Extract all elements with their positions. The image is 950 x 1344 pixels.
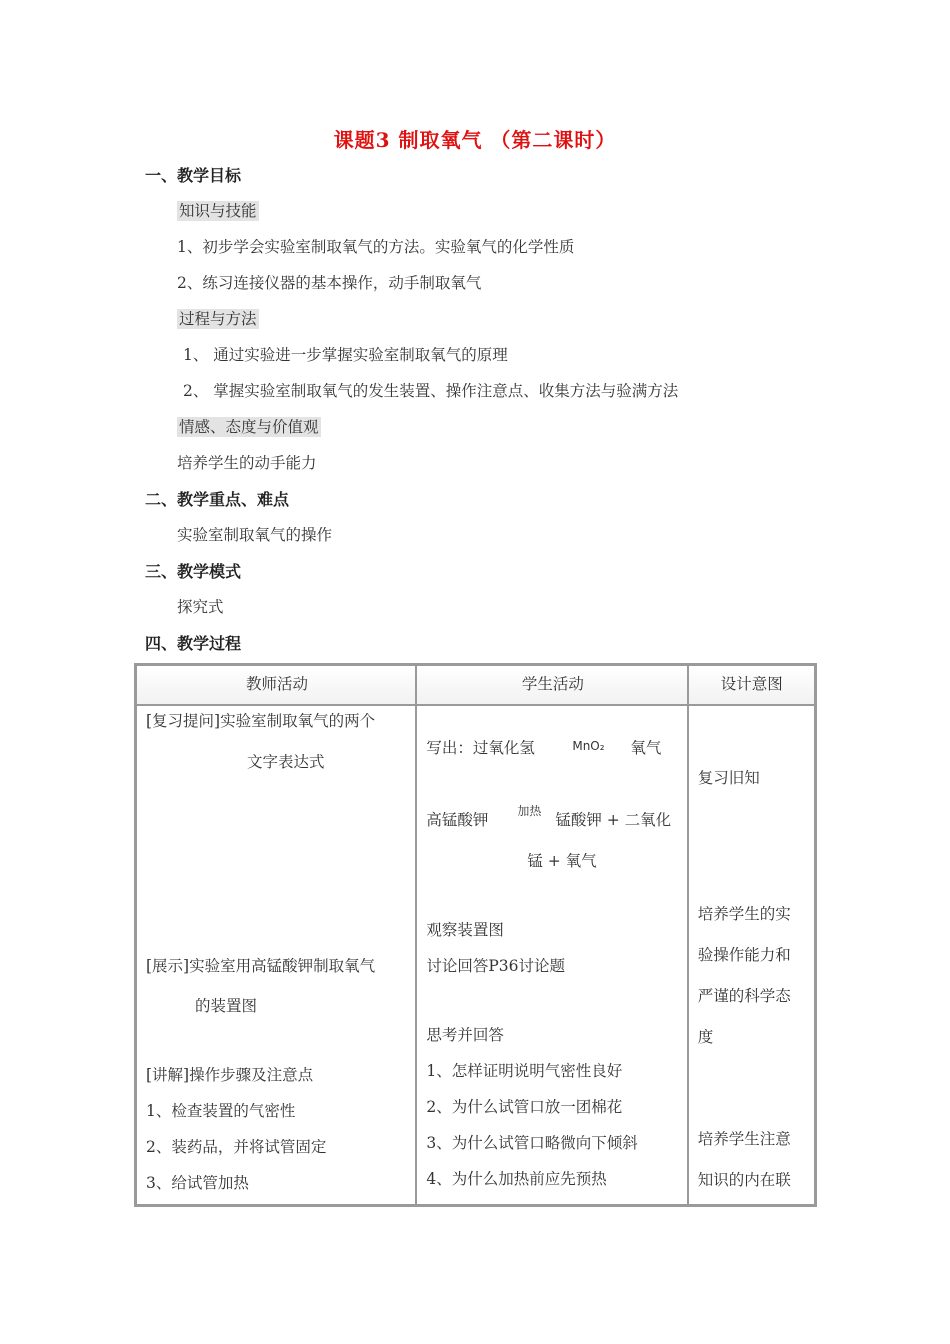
teacher-review-line1: [复习提问]实验室制取氧气的两个 [146,712,376,730]
header-intent: 设计意图 [720,675,783,693]
page-title: 课题3 制取氧气 （第二课时） [333,128,617,152]
intent-skill-line1: 培养学生的实 [697,905,791,923]
intent-review: 复习旧知 [697,769,760,787]
teacher-review-line2: 文字表达式 [247,753,325,771]
header-teacher: 教师活动 [245,675,308,693]
table-row [136,705,815,1205]
student-cell [417,706,686,1204]
student-think: 思考并回答 [426,1026,504,1044]
student-question-3: 3、为什么试管口略微向下倾斜 [426,1134,638,1152]
subheading-knowledge: 知识与技能 [179,202,257,220]
section-heading-keypoints: 二、教学重点、难点 [145,490,290,509]
student-write-prefix: 写出：过氧化氢 [426,739,535,757]
section-heading-goals: 一、教学目标 [145,166,242,185]
mode-text: 探究式 [177,598,224,616]
teaching-process-table [134,663,817,1207]
student-kmno4-left: 高锰酸钾 [426,811,489,829]
table-header-row [136,665,815,705]
goal-process-2: 2、 掌握实验室制取氧气的发生装置、操作注意点、收集方法与验满方法 [183,382,679,400]
subheading-process: 过程与方法 [179,310,257,328]
heat-label: 加热 [517,804,542,818]
header-student: 学生活动 [521,675,584,693]
student-discuss: 讨论回答P36讨论题 [426,957,565,975]
student-write-suffix: 氧气 [630,739,662,757]
intent-skill-line2: 验操作能力和 [697,946,791,964]
teacher-step-3: 3、给试管加热 [146,1174,249,1192]
section-heading-mode: 三、教学模式 [145,562,242,581]
student-kmno4-line2: 锰 + 氧气 [527,852,597,870]
teacher-show-line2: 的装置图 [195,997,258,1015]
student-observe: 观察装置图 [426,921,504,939]
student-question-2: 2、为什么试管口放一团棉花 [426,1098,623,1116]
subheading-emotion: 情感、态度与价值观 [179,418,319,436]
goal-knowledge-2: 2、练习连接仪器的基本操作，动手制取氧气 [177,274,482,292]
goal-process-1: 1、 通过实验进一步掌握实验室制取氧气的原理 [183,346,508,364]
teacher-step-1: 1、检查装置的气密性 [146,1102,296,1120]
student-question-1: 1、怎样证明说明气密性良好 [426,1062,623,1080]
student-question-4: 4、为什么加热前应先预热 [426,1170,607,1188]
keypoints-text: 实验室制取氧气的操作 [177,526,333,544]
intent-skill-line3: 严谨的科学态 [697,987,791,1005]
student-kmno4-right: 锰酸钾 + 二氧化 [555,811,672,829]
section-heading-process: 四、教学过程 [145,634,242,653]
intent-link-line1: 培养学生注意 [697,1130,791,1148]
teacher-cell [137,706,415,1204]
catalyst-label: MnO₂ [572,739,605,753]
intent-cell [689,706,814,1204]
teacher-show-line1: [展示]实验室用高锰酸钾制取氧气 [146,957,376,975]
teacher-lecture: [讲解]操作步骤及注意点 [146,1066,314,1084]
intent-link-line2: 知识的内在联 [697,1171,791,1189]
goal-knowledge-1: 1、初步学会实验室制取氧气的方法。实验氧气的化学性质 [177,238,575,256]
intent-skill-line4: 度 [697,1028,714,1046]
goal-emotion-1: 培养学生的动手能力 [177,454,317,472]
teacher-step-2: 2、装药品，并将试管固定 [146,1138,327,1156]
